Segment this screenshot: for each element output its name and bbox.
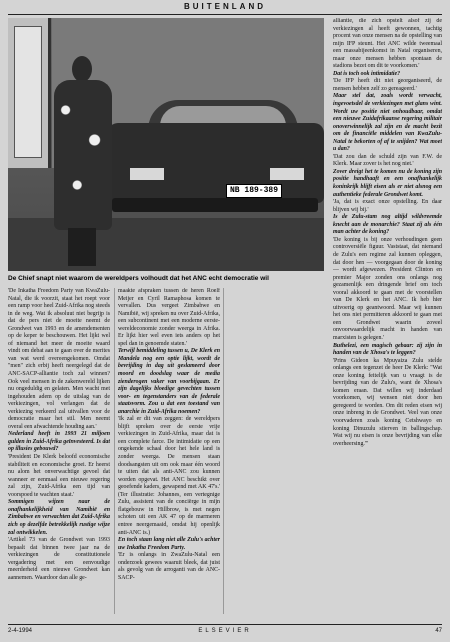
right-column-paragraph: 'Dat zou dan de schuld zijn van F.W. de Klerk. Maar zover is het nog niet.' bbox=[333, 153, 442, 168]
column-1-paragraph: Sommigen wijzen naar de onafhankelijkheid van Namibië en Zimbabwe en verwachten dat Zuid-Afrika zich op dezelfde betrekkelijk rustige wijze zal ontwikkelen. bbox=[8, 499, 110, 536]
column-1-paragraph: Nederland heeft in 1993 21 miljoen gulden in Zuid-Afrika geïnvesteerd. Is dat op illusies gebouwd? bbox=[8, 431, 110, 453]
text-column-2 bbox=[118, 288, 220, 618]
photo-window bbox=[8, 18, 51, 168]
column-1-paragraph: 'Artikel 73 van de Grondwet van 1993 bepaalt dat binnen twee jaar na de verkiezingen de constitutionele vergadering met een eenvoudige meerderheid een nieuwe Grondwet kan aannemen. Waardoor dan alle ge- bbox=[8, 537, 110, 581]
text-column-3 bbox=[227, 288, 327, 618]
header-rule bbox=[8, 14, 442, 15]
column-divider bbox=[114, 288, 115, 614]
publication-name: ELSEVIER bbox=[198, 628, 252, 634]
text-column-right bbox=[333, 18, 442, 616]
photo-person bbox=[50, 56, 112, 266]
right-column-paragraph: Maar stel dat, zoals wordt verwacht, ingevoetsdel de verkiezingen met glans wint. Wordt uw positie niet onhoudbaar, omdat een nieuwe Zuidafrikaanse regering militair onoverwinnelijk zal zijn en de macht bezit om de financiële middelen van KwaZulu-Natal te bekorten of af te snijden? Wat moet u dan? bbox=[333, 93, 442, 153]
text-column-1 bbox=[8, 288, 110, 618]
column-2-paragraph: En toch staan lang niet alle Zulu's achter uw Inkatha Freedom Party. bbox=[118, 537, 220, 551]
license-plate: NB 189-389 bbox=[226, 184, 282, 198]
section-header: BUITENLAND bbox=[184, 2, 266, 11]
page-number: 47 bbox=[435, 628, 442, 634]
right-column-paragraph: 'De IFP heeft dit niet georganiseerd, de mensen hebben zelf zo gereageerd.' bbox=[333, 78, 442, 92]
column-1-paragraph: 'President De Klerk beloofd economische stabiliteit en economische groei. Er heerst nu alom het onverwachtige gevoel dat wanneer er eenmaal een nieuwe regering zal zijn, Zuid-Afrika een tijd van voorspoed te wachten staat.' bbox=[8, 454, 110, 498]
photograph bbox=[8, 18, 324, 271]
photo-car-taillight-left bbox=[130, 168, 164, 180]
page-footer bbox=[8, 624, 442, 637]
column-2-paragraph: maakte afspraken tussen de heren Roelf Meijer en Cyril Ramaphosa komen te vervallen. Dus vergeet Zimbabwe en Namibië, wij spreken nu over Zuid-Afrika, een subcontinent met een moderne eerste-wereldeconomie zonder weerga in Afrika. Er lijkt hier wel even iets anders op het spel dan in genoemde staten.' bbox=[118, 288, 220, 347]
right-column-paragraph: 'De koning is bij onze verhoudingen geen controversiële figuur. Vaststaat, dat niemand de Zulu's een regime zal kunnen opleggen, dat door hen — voorgegaan door de koning — wordt afgewezen. President Clinton en premier Major zonden ons onlangs nog gezamenlijk een dringende brief om toch vooral akkoord te gaan met de voorstellen van De Klerk en het ANC. Ik heb hier uitvoerig op geantwoord. Maar wij kunnen het ons niet permitteren akkoord te gaan met een Grondwet waarin zoveel onvoorwaardelijk macht in handen van marxisten is gelegen.' bbox=[333, 236, 442, 341]
right-column-paragraph: alliantie, die zich opstelt alsof zij de verkiezingen al heeft gewonnen, tachtig procent van onze mensen na de opstelling van mijn IFP steunt. Het ANC wilde tweemaal een massabijeenkomst in Natal organiseren, maar onze mensen hebben spontaan de stadions bezet om dit te voorkomen.' bbox=[333, 18, 442, 70]
right-column-paragraph: Is de Zulu-stam nog altijd wildvreemde knecht aan de monarchie? Staat zij als één man achter de koning? bbox=[333, 214, 442, 236]
issue-date: 2-4-1994 bbox=[8, 628, 33, 634]
right-column-paragraph: 'Ja, dat is exact onze opstelling. En daar blijven wij bij.' bbox=[333, 199, 442, 213]
right-column-paragraph: Dat is toch ook intimidatie? bbox=[333, 70, 401, 77]
photo-car-body bbox=[108, 123, 324, 203]
right-column-paragraph: Zover dreigt het te komen nu de koning zijn positie handhaaft en een onafhankelijk koninkrijk blijft eisen als er niet alsnog een authentieke federale Grondwet komt. bbox=[333, 168, 442, 198]
column-2-paragraph: 'Ik zal er dit van zeggen: de wereldpers blijft spreken over de eerste vrije verkiezingen in Zuid-Afrika, maar dat is een complete farce. De intimidatie op een ongekende schaal door het hele land is zonder weerga. De mensen staan doodsangsten uit om ook maar één woord te uiten dat als anti-ANC zou kunnen worden opgevat. Het ANC beschikt over geoefende kaders, gewapend met AK 47's.' (Ter illustratie: Johannes, een vertegnige Zulu, assistent van de conciërge in mijn flatgebouw in Hillbrow, is met negen schoten uit een AK 47 op de marmeren entree neergemaaid, omdat hij openlijk anti-ANC is.) bbox=[118, 416, 220, 536]
photo-caption: De Chief snapt niet waarom de wereldpers volhoudt dat het ANC echt democratie wil bbox=[8, 275, 269, 282]
photo-car-bumper bbox=[112, 198, 318, 212]
photo-car-taillight-right bbox=[270, 168, 304, 180]
right-column-paragraph: Buthelezi, een magisch gebaar: zij zijn in handen van de Xhosa's te leggen? bbox=[333, 342, 442, 357]
column-1-paragraph: 'De Inkatha Freedom Party van KwaZulu-Natal, die ik voorzit, staat het roept voor een ramp voor heel Zuid-Afrika nog steeds in de weg. Wat ik absoluut niet begrijp is dat de pers niet de moeite neemt de Grondwet van 1993 en de amendementen op de keper te beschouwen. Het lijkt wel of niemand het meer de moeite waard vindt om debat aan te gaan over de merites van wat werd overeengekomen. Omdat "men" zich erbij heeft neergelegd dat de ANC-SACP-alliantie toch zal winnen? Ook veel mensen in de zakenwereld lijken nu ongeduldig en gelaten. Men wacht met ingehouden adem op de uitslag van de verkiezingen, vol verlangen dat de verkiezing verkeerd zal uitvallen voor de democratie maar het stil. Men neemt overal een afwachtende houding aan.' bbox=[8, 288, 110, 430]
right-column-paragraph: 'Prins Gideon ka Mpuyaiza Zulu stelde onlangs een tegenzet de heer De Klerk: "Wat onze koning feitelijk van u vraagt is de bevrijding van de Zulu's, want de Xhosa's komen eraan. Dat willen wij inderdaad voorkomen, wij wensen niet door hen geregeerd te worden. Om dit reden eisen wij onze inbreng in de Grondwet. Veel van onze voorvaderen zoals koning Cetshwayo en koning Dinuzulu stierven in ballingschap. Wat wij nu eisen is onze bevrijding van elke overheersing.'" bbox=[333, 357, 442, 447]
column-divider bbox=[223, 288, 224, 614]
column-2-paragraph: Terwijl bemiddeling tussen u, De Klerk en Mandela nog een optie lijkt, wordt de bevrijding in dag uit geslameerd door moord en doodslag waar de media zienderogen vaker van voorbijgaan. Er zijn dagelijks bloedige gevechten tussen voor- en tegenstanders van de federale staatsvorm. Zou u dat een toestand van anarchie in Zuid-Afrika noemen? bbox=[118, 348, 220, 415]
column-2-paragraph: 'Er is onlangs in ZwaZulu-Natal een onderzoek gewees waaruit bleek, dat juist als gevolg van de arroganti van de ANC-SACP- bbox=[118, 552, 220, 581]
